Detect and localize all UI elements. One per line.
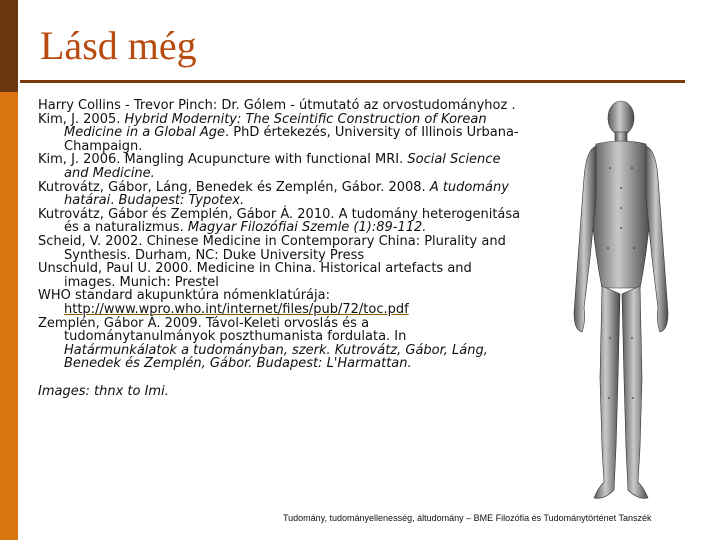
- reference-item: [38, 153, 523, 180]
- reference-item: [38, 235, 523, 262]
- reference-italic-text: Hybrid Modernity: The Sceintific Construction of Korean Medicine in a Global Age: [64, 111, 487, 141]
- reference-text: Zemplén, Gábor Á. 2009. Távol-Keleti orvoslás és a tudománytanulmányok poszthumanista fordulata. In: [38, 315, 407, 345]
- reference-italic-text: Budapest: Typotex.: [118, 193, 245, 209]
- reference-italic-text: Magyar Filozófiai Szemle (1):89-112.: [187, 220, 427, 236]
- images-credit: Images: thnx to Imi.: [38, 383, 169, 399]
- reference-item: [38, 113, 523, 154]
- reference-item: [38, 99, 523, 113]
- reference-item: [38, 317, 523, 371]
- reference-text: Harry Collins - Trevor Pinch: Dr. Gólem - útmutató az orvostudományhoz .: [38, 98, 516, 113]
- reference-italic-text: Social Science and Medicine.: [64, 152, 501, 181]
- reference-text: Kutrovátz, Gábor, Láng, Benedek és Zemplén, Gábor. 2008.: [38, 179, 430, 195]
- title-divider: [20, 80, 685, 83]
- slide-title: Lásd még: [40, 23, 197, 68]
- reference-italic-text: A tudomány határai: [64, 179, 509, 209]
- accent-bar-light: [0, 92, 18, 540]
- reference-item: [38, 181, 523, 208]
- reference-item: [38, 262, 523, 289]
- reference-item: [38, 289, 523, 316]
- reference-item: [38, 208, 523, 235]
- reference-link[interactable]: http://www.wpro.who.int/internet/files/pub/72/toc.pdf: [64, 301, 409, 317]
- accent-bar-dark: [0, 0, 18, 92]
- reference-text: Scheid, V. 2002. Chinese Medicine in Contemporary China: Plurality and Synthesis. Durham, NC: Duke University Press: [38, 233, 506, 263]
- reference-text: Kim, J. 2006. Mangling Acupuncture with functional MRI.: [38, 152, 408, 168]
- reference-text: .: [110, 193, 119, 209]
- reference-text: . PhD értekezés, University of Illinois Urbana-Champaign.: [64, 125, 519, 154]
- reference-text: Kim, J. 2005.: [38, 111, 125, 127]
- reference-italic-text: Határmunkálatok a tudományban, szerk. Kutrovátz, Gábor, Láng, Benedek és Zemplén, Gábor. Budapest: L'Harmattan.: [64, 342, 488, 372]
- reference-text: WHO standard akupunktúra nómenklatúrája:: [38, 288, 330, 304]
- acupuncture-figure-image: [560, 98, 682, 508]
- reference-text: Unschuld, Paul U. 2000. Medicine in China. Historical artefacts and images. Munich: Prestel: [38, 261, 472, 290]
- reference-text: Kutrovátz, Gábor és Zemplén, Gábor Á. 2010. A tudomány heterogenitása és a naturalizmus.: [38, 206, 521, 236]
- reference-list: [38, 99, 523, 398]
- footer-text: Tudomány, tudományellenesség, áltudomány – BME Filozófia és Tudománytörténet Tanszék: [283, 513, 652, 523]
